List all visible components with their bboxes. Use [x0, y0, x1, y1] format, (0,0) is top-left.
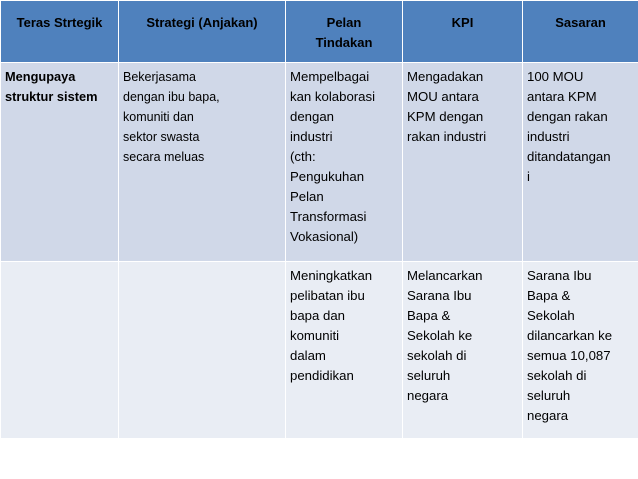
table-header-row	[1, 1, 638, 63]
cell-kpi: Mengadakan MOU antara KPM dengan rakan industri	[403, 63, 523, 262]
table-row	[1, 63, 638, 262]
header-sasaran: Sasaran	[523, 1, 638, 63]
cell-target: Sarana Ibu Bapa & Sekolah dilancarkan ke semua 10,087 sekolah di seluruh negara	[523, 262, 638, 439]
cell-strategy: Bekerjasama dengan ibu bapa, komuniti dan sektor swasta secara meluas	[119, 63, 286, 262]
cell-action-plan: Mempelbagai kan kolaborasi dengan industri (cth: Pengukuhan Pelan Transformasi Vokasional)	[286, 63, 403, 262]
cell-target: 100 MOU antara KPM dengan rakan industri ditandatangan i	[523, 63, 638, 262]
cell-thrust	[1, 262, 119, 439]
cell-strategy	[119, 262, 286, 439]
cell-action-plan: Meningkatkan pelibatan ibu bapa dan komuniti dalam pendidikan	[286, 262, 403, 439]
header-pelan-tindakan: Pelan Tindakan	[286, 1, 403, 63]
cell-kpi: Melancarkan Sarana Ibu Bapa & Sekolah ke sekolah di seluruh negara	[403, 262, 523, 439]
header-kpi: KPI	[403, 1, 523, 63]
header-strategi: Strategi (Anjakan)	[119, 1, 286, 63]
cell-thrust: Mengupaya struktur sistem	[1, 63, 119, 262]
table-row	[1, 262, 638, 439]
header-teras-strategik: Teras Strtegik	[1, 1, 119, 63]
